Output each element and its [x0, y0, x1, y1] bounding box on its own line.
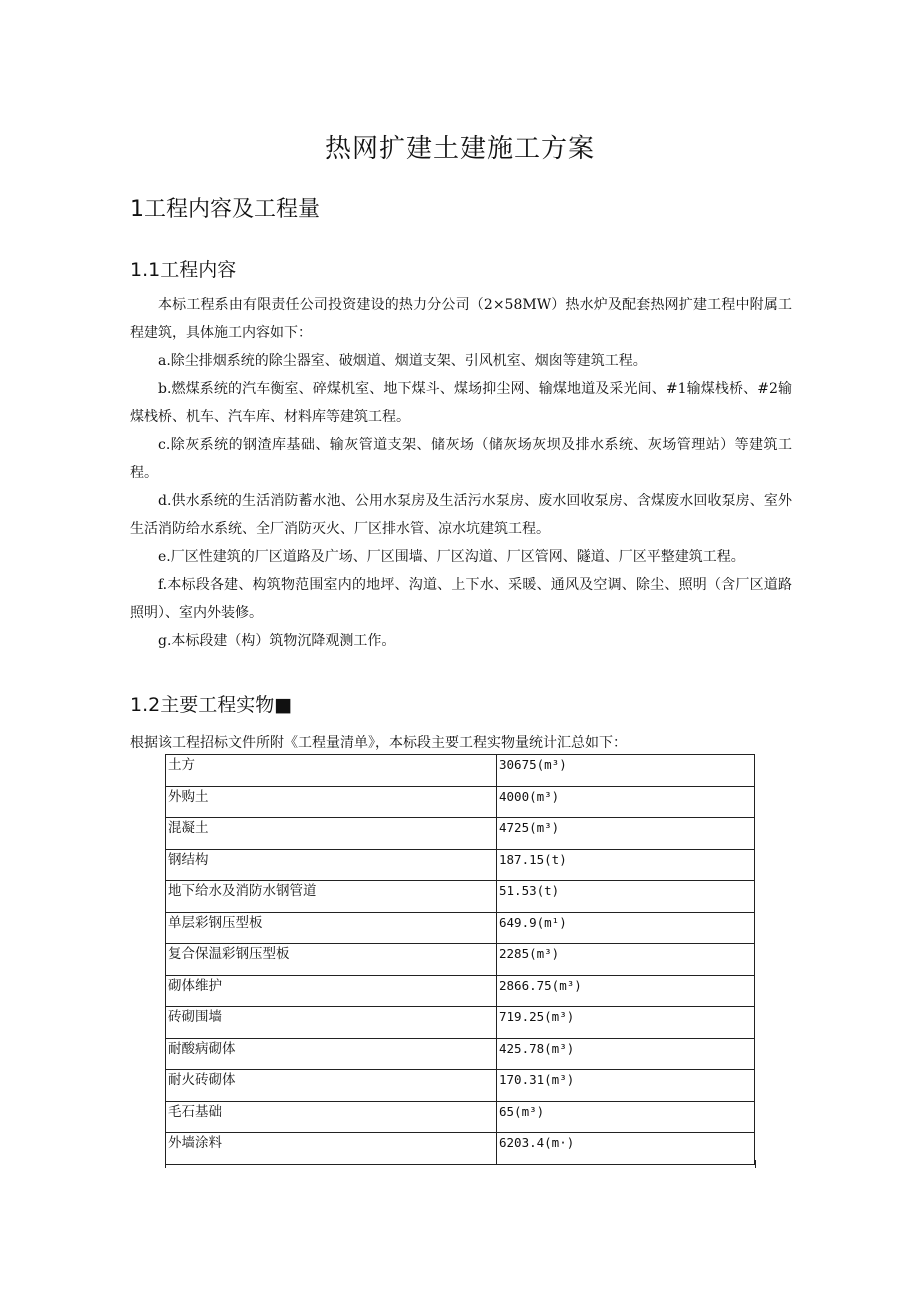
- table-row: [166, 1133, 755, 1165]
- item-name-cell: 混凝土: [166, 818, 497, 850]
- item-name-cell: 地下给水及消防水钢管道: [166, 881, 497, 913]
- document-title: 热网扩建土建施工方案: [324, 134, 595, 164]
- item-name-cell: 外墙涂料: [166, 1133, 497, 1165]
- table-row: [166, 881, 755, 913]
- item-quantity-cell: 2285(m³): [497, 944, 755, 976]
- quantity-table: [165, 754, 755, 1165]
- item-quantity-cell: 425.78(m³): [497, 1038, 755, 1070]
- item-quantity-cell: 30675(m³): [497, 755, 755, 787]
- item-name-cell: 耐火砖砌体: [166, 1070, 497, 1102]
- item-quantity-cell: 170.31(m³): [497, 1070, 755, 1102]
- table-row: [166, 1007, 755, 1039]
- table-row: [166, 1070, 755, 1102]
- item-quantity-cell: 719.25(m³): [497, 1007, 755, 1039]
- table-row: [166, 912, 755, 944]
- item-name-cell: 砌体维护: [166, 975, 497, 1007]
- table-intro: 根据该工程招标文件所附《工程量清单》，本标段主要工程实物量统计汇总如下：: [130, 735, 627, 751]
- paragraph-item-g: g.本标段建（构）筑物沉降观测工作。: [158, 633, 396, 649]
- item-name-cell: 钢结构: [166, 849, 497, 881]
- item-quantity-cell: 65(m³): [497, 1101, 755, 1133]
- item-name-cell: 复合保温彩钢压型板: [166, 944, 497, 976]
- table-row: [166, 755, 755, 787]
- item-name-cell: 土方: [166, 755, 497, 787]
- table-row: [166, 944, 755, 976]
- paragraph-item-f: f.本标段各建、构筑物范围室内的地坪、沟道、上下水、采暖、通风及空调、除尘、照明（含厂区道路照明）、室内外装修。: [130, 577, 792, 621]
- section-1-1-heading: 1.1工程内容: [130, 259, 237, 281]
- paragraph-item-e: e.厂区性建筑的厂区道路及广场、厂区围墙、厂区沟道、厂区管网、隧道、厂区平整建筑工程。: [158, 549, 745, 565]
- table-border-tail-right: [755, 1160, 757, 1168]
- table-border-tail-left: [165, 1160, 167, 1168]
- item-quantity-cell: 6203.4(m·): [497, 1133, 755, 1165]
- item-name-cell: 外购土: [166, 786, 497, 818]
- paragraph-item-d: d.供水系统的生活消防蓄水池、公用水泵房及生活污水泵房、废水回收泵房、含煤废水回收泵房、室外生活消防给水系统、全厂消防灭火、厂区排水管、凉水坑建筑工程。: [130, 493, 792, 537]
- table-row: [166, 849, 755, 881]
- item-quantity-cell: 649.9(m¹): [497, 912, 755, 944]
- table-row: [166, 1101, 755, 1133]
- item-name-cell: 耐酸病砌体: [166, 1038, 497, 1070]
- item-quantity-cell: 2866.75(m³): [497, 975, 755, 1007]
- table-row: [166, 975, 755, 1007]
- section-1-1-body: [130, 291, 792, 655]
- section-1-2-heading: 1.2主要工程实物■: [130, 694, 293, 716]
- item-quantity-cell: 4725(m³): [497, 818, 755, 850]
- item-name-cell: 毛石基础: [166, 1101, 497, 1133]
- paragraph-item-a: a.除尘排烟系统的除尘器室、破烟道、烟道支架、引风机室、烟囱等建筑工程。: [158, 353, 647, 369]
- table-row: [166, 1038, 755, 1070]
- paragraph-item-c: c.除灰系统的钢渣库基础、输灰管道支架、储灰场（储灰场灰坝及排水系统、灰场管理站）等建筑工程。: [130, 437, 792, 481]
- item-quantity-cell: 51.53(t): [497, 881, 755, 913]
- item-name-cell: 砖砌围墙: [166, 1007, 497, 1039]
- paragraph-intro: 本标工程系由有限责任公司投资建设的热力分公司（2×58MW）热水炉及配套热网扩建工程中附属工程建筑，具体施工内容如下：: [130, 297, 792, 341]
- section-1-heading: 1工程内容及工程量: [130, 197, 320, 222]
- item-quantity-cell: 187.15(t): [497, 849, 755, 881]
- table-row: [166, 786, 755, 818]
- paragraph-item-b: b.燃煤系统的汽车衡室、碎煤机室、地下煤斗、煤场抑尘网、输煤地道及采光间、#1输煤栈桥、#2输煤栈桥、机车、汽车库、材料库等建筑工程。: [130, 381, 792, 425]
- table-row: [166, 818, 755, 850]
- item-quantity-cell: 4000(m³): [497, 786, 755, 818]
- item-name-cell: 单层彩钢压型板: [166, 912, 497, 944]
